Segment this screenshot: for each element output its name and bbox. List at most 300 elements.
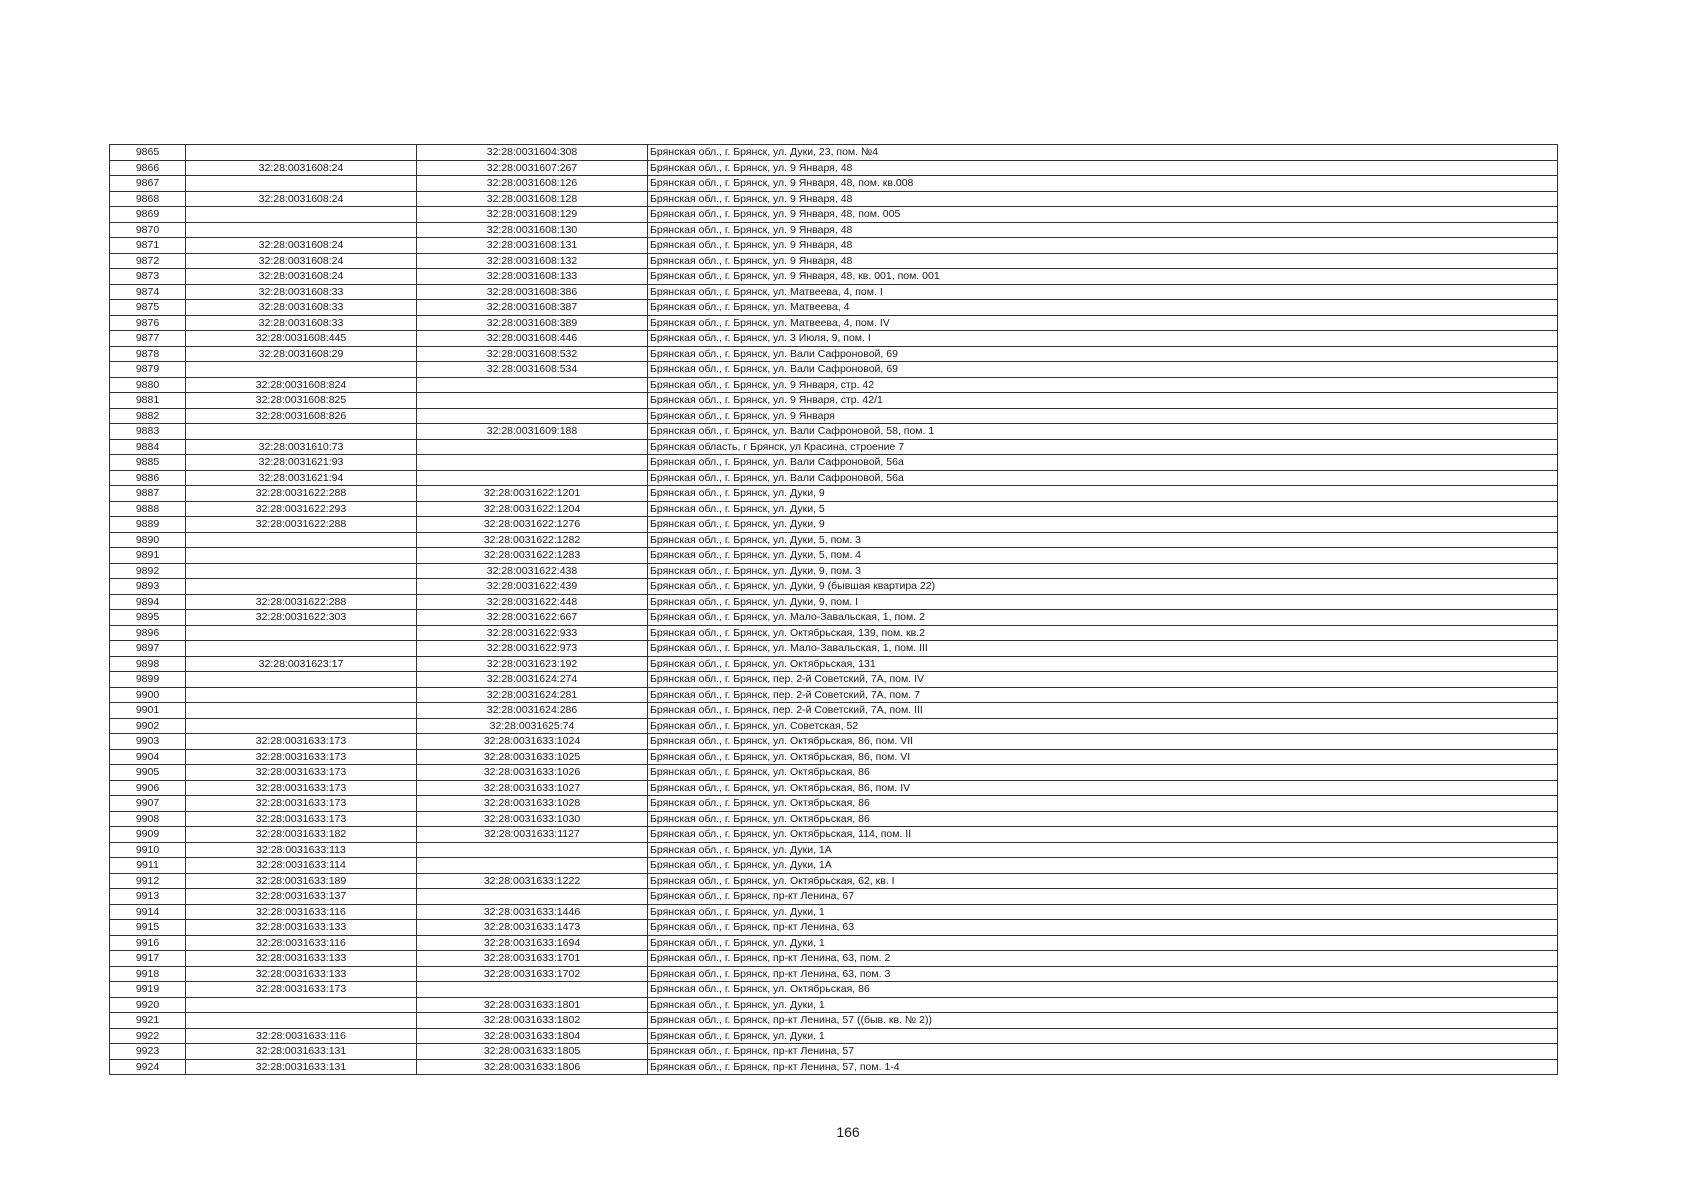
table-row bbox=[110, 222, 1558, 238]
cadastral-number-cell bbox=[417, 470, 648, 486]
row-number-cell: 9893 bbox=[110, 579, 186, 595]
address-cell: Брянская обл., г. Брянск, ул. 9 Января, 48, кв. 001, пом. 001 bbox=[648, 269, 1558, 285]
table-row bbox=[110, 532, 1558, 548]
address-cell: Брянская обл., г. Брянск, ул. Октябрьская, 139, пом. кв.2 bbox=[648, 625, 1558, 641]
row-number-cell: 9869 bbox=[110, 207, 186, 223]
cadastral-number-cell bbox=[417, 393, 648, 409]
table-row bbox=[110, 718, 1558, 734]
parent-cadastral-number-cell: 32:28:0031608:445 bbox=[186, 331, 417, 347]
row-number-cell: 9910 bbox=[110, 842, 186, 858]
parent-cadastral-number-cell: 32:28:0031608:24 bbox=[186, 191, 417, 207]
address-cell: Брянская обл., г. Брянск, ул. Советская, 52 bbox=[648, 718, 1558, 734]
cadastral-number-cell: 32:28:0031633:1806 bbox=[417, 1059, 648, 1075]
cadastral-number-cell: 32:28:0031622:439 bbox=[417, 579, 648, 595]
row-number-cell: 9906 bbox=[110, 780, 186, 796]
parent-cadastral-number-cell: 32:28:0031608:33 bbox=[186, 284, 417, 300]
parent-cadastral-number-cell: 32:28:0031621:94 bbox=[186, 470, 417, 486]
cadastral-number-cell: 32:28:0031633:1702 bbox=[417, 966, 648, 982]
page-number: 166 bbox=[836, 1124, 860, 1140]
cadastral-number-cell: 32:28:0031608:389 bbox=[417, 315, 648, 331]
address-cell: Брянская обл., г. Брянск, ул. Дуки, 9 bbox=[648, 486, 1558, 502]
address-cell: Брянская обл., г. Брянск, пр-кт Ленина, 63, пом. 3 bbox=[648, 966, 1558, 982]
row-number-cell: 9868 bbox=[110, 191, 186, 207]
table-row bbox=[110, 1044, 1558, 1060]
row-number-cell: 9875 bbox=[110, 300, 186, 316]
table-row bbox=[110, 207, 1558, 223]
address-cell: Брянская обл., г. Брянск, ул. Дуки, 9 (бывшая квартира 22) bbox=[648, 579, 1558, 595]
parent-cadastral-number-cell: 32:28:0031633:113 bbox=[186, 842, 417, 858]
address-cell: Брянская обл., г. Брянск, ул. Дуки, 5, пом. 3 bbox=[648, 532, 1558, 548]
address-cell: Брянская обл., г. Брянск, ул. Дуки, 5, пом. 4 bbox=[648, 548, 1558, 564]
table-row bbox=[110, 346, 1558, 362]
row-number-cell: 9919 bbox=[110, 982, 186, 998]
row-number-cell: 9878 bbox=[110, 346, 186, 362]
address-cell: Брянская обл., г. Брянск, ул. Дуки, 9, пом. 3 bbox=[648, 563, 1558, 579]
address-cell: Брянская обл., г. Брянск, ул. 9 Января, 48 bbox=[648, 160, 1558, 176]
address-cell: Брянская обл., г. Брянск, ул. Октябрьская, 86, пом. IV bbox=[648, 780, 1558, 796]
parent-cadastral-number-cell bbox=[186, 176, 417, 192]
parent-cadastral-number-cell: 32:28:0031633:133 bbox=[186, 966, 417, 982]
address-cell: Брянская обл., г. Брянск, ул. Октябрьская, 86 bbox=[648, 796, 1558, 812]
address-cell: Брянская обл., г. Брянск, ул. Вали Сафроновой, 58, пом. 1 bbox=[648, 424, 1558, 440]
parent-cadastral-number-cell: 32:28:0031622:288 bbox=[186, 594, 417, 610]
address-cell: Брянская обл., г. Брянск, пр-кт Ленина, 57 ((быв. кв. № 2)) bbox=[648, 1013, 1558, 1029]
table-row bbox=[110, 315, 1558, 331]
row-number-cell: 9889 bbox=[110, 517, 186, 533]
cadastral-number-cell: 32:28:0031633:1026 bbox=[417, 765, 648, 781]
cadastral-number-cell: 32:28:0031622:1283 bbox=[417, 548, 648, 564]
table-row bbox=[110, 424, 1558, 440]
address-cell: Брянская обл., г. Брянск, ул. 9 Января, 48 bbox=[648, 253, 1558, 269]
parent-cadastral-number-cell bbox=[186, 641, 417, 657]
address-cell: Брянская обл., г. Брянск, ул. Матвеева, 4, пом. I bbox=[648, 284, 1558, 300]
address-cell: Брянская обл., г. Брянск, ул. Мало-Завальская, 1, пом. III bbox=[648, 641, 1558, 657]
table-row bbox=[110, 300, 1558, 316]
address-cell: Брянская обл., г. Брянск, ул. 9 Января, стр. 42 bbox=[648, 377, 1558, 393]
table-row bbox=[110, 362, 1558, 378]
row-number-cell: 9890 bbox=[110, 532, 186, 548]
row-number-cell: 9913 bbox=[110, 889, 186, 905]
row-number-cell: 9892 bbox=[110, 563, 186, 579]
row-number-cell: 9914 bbox=[110, 904, 186, 920]
address-cell: Брянская обл., г. Брянск, пр-кт Ленина, 57 bbox=[648, 1044, 1558, 1060]
cadastral-number-cell: 32:28:0031608:387 bbox=[417, 300, 648, 316]
parent-cadastral-number-cell: 32:28:0031633:173 bbox=[186, 982, 417, 998]
row-number-cell: 9876 bbox=[110, 315, 186, 331]
row-number-cell: 9902 bbox=[110, 718, 186, 734]
row-number-cell: 9881 bbox=[110, 393, 186, 409]
cadastral-number-cell bbox=[417, 408, 648, 424]
address-cell: Брянская обл., г. Брянск, пер. 2-й Советский, 7А, пом. III bbox=[648, 703, 1558, 719]
row-number-cell: 9918 bbox=[110, 966, 186, 982]
table-row bbox=[110, 966, 1558, 982]
address-cell: Брянская обл., г. Брянск, пр-кт Ленина, 63 bbox=[648, 920, 1558, 936]
table-row bbox=[110, 687, 1558, 703]
row-number-cell: 9899 bbox=[110, 672, 186, 688]
cadastral-number-cell: 32:28:0031607:267 bbox=[417, 160, 648, 176]
parent-cadastral-number-cell: 32:28:0031621:93 bbox=[186, 455, 417, 471]
parent-cadastral-number-cell bbox=[186, 687, 417, 703]
address-cell: Брянская обл., г. Брянск, ул. 9 Января, 48, пом. 005 bbox=[648, 207, 1558, 223]
cadastral-number-cell: 32:28:0031608:131 bbox=[417, 238, 648, 254]
table-row bbox=[110, 331, 1558, 347]
parent-cadastral-number-cell bbox=[186, 207, 417, 223]
table-row bbox=[110, 191, 1558, 207]
row-number-cell: 9879 bbox=[110, 362, 186, 378]
address-cell: Брянская обл., г. Брянск, ул. Октябрьская, 86 bbox=[648, 811, 1558, 827]
table-row bbox=[110, 873, 1558, 889]
row-number-cell: 9874 bbox=[110, 284, 186, 300]
address-cell: Брянская обл., г. Брянск, ул. 9 Января, 48 bbox=[648, 238, 1558, 254]
row-number-cell: 9865 bbox=[110, 145, 186, 161]
address-cell: Брянская обл., г. Брянск, пр-кт Ленина, 63, пом. 2 bbox=[648, 951, 1558, 967]
parent-cadastral-number-cell: 32:28:0031633:173 bbox=[186, 811, 417, 827]
parent-cadastral-number-cell: 32:28:0031608:24 bbox=[186, 269, 417, 285]
parent-cadastral-number-cell bbox=[186, 672, 417, 688]
table-row bbox=[110, 811, 1558, 827]
table-row bbox=[110, 1059, 1558, 1075]
cadastral-number-cell bbox=[417, 842, 648, 858]
table-row bbox=[110, 827, 1558, 843]
row-number-cell: 9903 bbox=[110, 734, 186, 750]
parent-cadastral-number-cell bbox=[186, 1013, 417, 1029]
parent-cadastral-number-cell bbox=[186, 997, 417, 1013]
cadastral-number-cell: 32:28:0031624:274 bbox=[417, 672, 648, 688]
address-cell: Брянская обл., г. Брянск, ул. Октябрьская, 131 bbox=[648, 656, 1558, 672]
address-cell: Брянская обл., г. Брянск, ул. Дуки, 1 bbox=[648, 935, 1558, 951]
cadastral-number-cell: 32:28:0031633:1694 bbox=[417, 935, 648, 951]
row-number-cell: 9895 bbox=[110, 610, 186, 626]
table-row bbox=[110, 780, 1558, 796]
parent-cadastral-number-cell: 32:28:0031633:133 bbox=[186, 920, 417, 936]
parent-cadastral-number-cell: 32:28:0031633:173 bbox=[186, 749, 417, 765]
table-row bbox=[110, 548, 1558, 564]
cadastral-number-cell: 32:28:0031624:281 bbox=[417, 687, 648, 703]
parent-cadastral-number-cell: 32:28:0031633:131 bbox=[186, 1059, 417, 1075]
cadastral-number-cell: 32:28:0031633:1030 bbox=[417, 811, 648, 827]
parent-cadastral-number-cell: 32:28:0031633:173 bbox=[186, 765, 417, 781]
address-cell: Брянская обл., г. Брянск, ул. Дуки, 9 bbox=[648, 517, 1558, 533]
row-number-cell: 9870 bbox=[110, 222, 186, 238]
cadastral-number-cell: 32:28:0031633:1222 bbox=[417, 873, 648, 889]
table-row bbox=[110, 160, 1558, 176]
table-row bbox=[110, 439, 1558, 455]
table-row bbox=[110, 765, 1558, 781]
address-cell: Брянская обл., г. Брянск, ул. 9 Января, стр. 42/1 bbox=[648, 393, 1558, 409]
table-row bbox=[110, 238, 1558, 254]
parent-cadastral-number-cell: 32:28:0031608:826 bbox=[186, 408, 417, 424]
parent-cadastral-number-cell: 32:28:0031608:825 bbox=[186, 393, 417, 409]
row-number-cell: 9883 bbox=[110, 424, 186, 440]
parent-cadastral-number-cell: 32:28:0031633:133 bbox=[186, 951, 417, 967]
row-number-cell: 9873 bbox=[110, 269, 186, 285]
cadastral-number-cell: 32:28:0031633:1701 bbox=[417, 951, 648, 967]
cadastral-number-cell: 32:28:0031622:933 bbox=[417, 625, 648, 641]
parent-cadastral-number-cell: 32:28:0031633:116 bbox=[186, 935, 417, 951]
parent-cadastral-number-cell: 32:28:0031622:303 bbox=[186, 610, 417, 626]
address-cell: Брянская обл., г. Брянск, ул. Мало-Завальская, 1, пом. 2 bbox=[648, 610, 1558, 626]
address-cell: Брянская обл., г. Брянск, ул. 9 Января, 48 bbox=[648, 222, 1558, 238]
parent-cadastral-number-cell: 32:28:0031608:24 bbox=[186, 253, 417, 269]
row-number-cell: 9880 bbox=[110, 377, 186, 393]
table-row bbox=[110, 734, 1558, 750]
address-cell: Брянская обл., г. Брянск, пер. 2-й Советский, 7А, пом. IV bbox=[648, 672, 1558, 688]
table-row bbox=[110, 625, 1558, 641]
parent-cadastral-number-cell: 32:28:0031622:288 bbox=[186, 486, 417, 502]
row-number-cell: 9884 bbox=[110, 439, 186, 455]
cadastral-number-cell: 32:28:0031633:1028 bbox=[417, 796, 648, 812]
cadastral-number-cell: 32:28:0031608:534 bbox=[417, 362, 648, 378]
row-number-cell: 9894 bbox=[110, 594, 186, 610]
row-number-cell: 9904 bbox=[110, 749, 186, 765]
cadastral-number-cell: 32:28:0031608:133 bbox=[417, 269, 648, 285]
table-row bbox=[110, 889, 1558, 905]
parent-cadastral-number-cell bbox=[186, 145, 417, 161]
cadastral-number-cell: 32:28:0031633:1024 bbox=[417, 734, 648, 750]
cadastral-number-cell: 32:28:0031633:1473 bbox=[417, 920, 648, 936]
address-cell: Брянская обл., г. Брянск, ул. 9 Января bbox=[648, 408, 1558, 424]
row-number-cell: 9922 bbox=[110, 1028, 186, 1044]
cadastral-number-cell: 32:28:0031622:667 bbox=[417, 610, 648, 626]
table-row bbox=[110, 997, 1558, 1013]
cadastral-number-cell: 32:28:0031604:308 bbox=[417, 145, 648, 161]
table-row bbox=[110, 951, 1558, 967]
address-cell: Брянская обл., г. Брянск, ул. Матвеева, 4, пом. IV bbox=[648, 315, 1558, 331]
table-row bbox=[110, 703, 1558, 719]
parent-cadastral-number-cell: 32:28:0031633:114 bbox=[186, 858, 417, 874]
cadastral-number-cell: 32:28:0031633:1446 bbox=[417, 904, 648, 920]
table-row bbox=[110, 408, 1558, 424]
property-table-body bbox=[110, 145, 1558, 1075]
table-row bbox=[110, 594, 1558, 610]
cadastral-number-cell: 32:28:0031609:188 bbox=[417, 424, 648, 440]
address-cell: Брянская обл., г. Брянск, ул. Вали Сафроновой, 69 bbox=[648, 346, 1558, 362]
cadastral-number-cell: 32:28:0031633:1804 bbox=[417, 1028, 648, 1044]
address-cell: Брянская обл., г. Брянск, ул. Вали Сафроновой, 56а bbox=[648, 455, 1558, 471]
row-number-cell: 9924 bbox=[110, 1059, 186, 1075]
row-number-cell: 9908 bbox=[110, 811, 186, 827]
table-row bbox=[110, 858, 1558, 874]
row-number-cell: 9900 bbox=[110, 687, 186, 703]
address-cell: Брянская обл., г. Брянск, ул. Вали Сафроновой, 69 bbox=[648, 362, 1558, 378]
table-row bbox=[110, 610, 1558, 626]
table-row bbox=[110, 641, 1558, 657]
parent-cadastral-number-cell bbox=[186, 532, 417, 548]
row-number-cell: 9877 bbox=[110, 331, 186, 347]
cadastral-number-cell bbox=[417, 439, 648, 455]
address-cell: Брянская обл., г. Брянск, ул. Октябрьская, 114, пом. II bbox=[648, 827, 1558, 843]
table-row bbox=[110, 920, 1558, 936]
parent-cadastral-number-cell: 32:28:0031608:24 bbox=[186, 238, 417, 254]
parent-cadastral-number-cell bbox=[186, 362, 417, 378]
row-number-cell: 9912 bbox=[110, 873, 186, 889]
address-cell: Брянская область, г Брянск, ул Красина, строение 7 bbox=[648, 439, 1558, 455]
address-cell: Брянская обл., г. Брянск, ул. Дуки, 9, пом. I bbox=[648, 594, 1558, 610]
property-table bbox=[109, 144, 1558, 1075]
address-cell: Брянская обл., г. Брянск, ул. Октябрьская, 86 bbox=[648, 982, 1558, 998]
cadastral-number-cell: 32:28:0031608:130 bbox=[417, 222, 648, 238]
table-row bbox=[110, 656, 1558, 672]
row-number-cell: 9871 bbox=[110, 238, 186, 254]
cadastral-number-cell bbox=[417, 455, 648, 471]
table-row bbox=[110, 904, 1558, 920]
parent-cadastral-number-cell: 32:28:0031633:116 bbox=[186, 904, 417, 920]
parent-cadastral-number-cell bbox=[186, 718, 417, 734]
address-cell: Брянская обл., г. Брянск, ул. Дуки, 1 bbox=[648, 997, 1558, 1013]
table-row bbox=[110, 935, 1558, 951]
address-cell: Брянская обл., г. Брянск, ул. Дуки, 1А bbox=[648, 858, 1558, 874]
table-row bbox=[110, 1013, 1558, 1029]
row-number-cell: 9887 bbox=[110, 486, 186, 502]
address-cell: Брянская обл., г. Брянск, ул. Дуки, 1 bbox=[648, 904, 1558, 920]
row-number-cell: 9867 bbox=[110, 176, 186, 192]
cadastral-number-cell: 32:28:0031633:1802 bbox=[417, 1013, 648, 1029]
table-row bbox=[110, 176, 1558, 192]
address-cell: Брянская обл., г. Брянск, ул. Дуки, 1А bbox=[648, 842, 1558, 858]
row-number-cell: 9921 bbox=[110, 1013, 186, 1029]
row-number-cell: 9891 bbox=[110, 548, 186, 564]
row-number-cell: 9920 bbox=[110, 997, 186, 1013]
cadastral-number-cell: 32:28:0031622:973 bbox=[417, 641, 648, 657]
parent-cadastral-number-cell bbox=[186, 625, 417, 641]
parent-cadastral-number-cell bbox=[186, 424, 417, 440]
cadastral-number-cell: 32:28:0031622:438 bbox=[417, 563, 648, 579]
row-number-cell: 9888 bbox=[110, 501, 186, 517]
parent-cadastral-number-cell: 32:28:0031633:116 bbox=[186, 1028, 417, 1044]
address-cell: Брянская обл., г. Брянск, ул. Октябрьская, 86, пом. VI bbox=[648, 749, 1558, 765]
address-cell: Брянская обл., г. Брянск, ул. 3 Июля, 9, пом. I bbox=[648, 331, 1558, 347]
parent-cadastral-number-cell: 32:28:0031633:131 bbox=[186, 1044, 417, 1060]
table-row bbox=[110, 470, 1558, 486]
cadastral-number-cell: 32:28:0031623:192 bbox=[417, 656, 648, 672]
parent-cadastral-number-cell: 32:28:0031633:173 bbox=[186, 780, 417, 796]
parent-cadastral-number-cell: 32:28:0031608:24 bbox=[186, 160, 417, 176]
parent-cadastral-number-cell: 32:28:0031633:182 bbox=[186, 827, 417, 843]
table-row bbox=[110, 796, 1558, 812]
address-cell: Брянская обл., г. Брянск, ул. 9 Января, 48, пом. кв.008 bbox=[648, 176, 1558, 192]
table-row bbox=[110, 393, 1558, 409]
parent-cadastral-number-cell bbox=[186, 222, 417, 238]
parent-cadastral-number-cell bbox=[186, 563, 417, 579]
table-row bbox=[110, 145, 1558, 161]
parent-cadastral-number-cell: 32:28:0031633:173 bbox=[186, 734, 417, 750]
table-row bbox=[110, 269, 1558, 285]
cadastral-number-cell bbox=[417, 377, 648, 393]
table-row bbox=[110, 284, 1558, 300]
parent-cadastral-number-cell bbox=[186, 548, 417, 564]
cadastral-number-cell: 32:28:0031633:1127 bbox=[417, 827, 648, 843]
parent-cadastral-number-cell: 32:28:0031622:288 bbox=[186, 517, 417, 533]
parent-cadastral-number-cell: 32:28:0031622:293 bbox=[186, 501, 417, 517]
table-row bbox=[110, 1028, 1558, 1044]
parent-cadastral-number-cell: 32:28:0031633:173 bbox=[186, 796, 417, 812]
cadastral-number-cell: 32:28:0031633:1805 bbox=[417, 1044, 648, 1060]
table-row bbox=[110, 842, 1558, 858]
cadastral-number-cell: 32:28:0031608:132 bbox=[417, 253, 648, 269]
cadastral-number-cell: 32:28:0031608:446 bbox=[417, 331, 648, 347]
parent-cadastral-number-cell: 32:28:0031633:137 bbox=[186, 889, 417, 905]
table-row bbox=[110, 982, 1558, 998]
row-number-cell: 9917 bbox=[110, 951, 186, 967]
parent-cadastral-number-cell: 32:28:0031610:73 bbox=[186, 439, 417, 455]
row-number-cell: 9886 bbox=[110, 470, 186, 486]
cadastral-number-cell bbox=[417, 858, 648, 874]
parent-cadastral-number-cell bbox=[186, 579, 417, 595]
row-number-cell: 9882 bbox=[110, 408, 186, 424]
row-number-cell: 9905 bbox=[110, 765, 186, 781]
address-cell: Брянская обл., г. Брянск, ул. Октябрьская, 86, пом. VII bbox=[648, 734, 1558, 750]
address-cell: Брянская обл., г. Брянск, пер. 2-й Советский, 7А, пом. 7 bbox=[648, 687, 1558, 703]
address-cell: Брянская обл., г. Брянск, пр-кт Ленина, 67 bbox=[648, 889, 1558, 905]
row-number-cell: 9915 bbox=[110, 920, 186, 936]
row-number-cell: 9897 bbox=[110, 641, 186, 657]
table-row bbox=[110, 579, 1558, 595]
table-row bbox=[110, 517, 1558, 533]
address-cell: Брянская обл., г. Брянск, ул. Матвеева, 4 bbox=[648, 300, 1558, 316]
table-row bbox=[110, 749, 1558, 765]
table-row bbox=[110, 563, 1558, 579]
cadastral-number-cell: 32:28:0031622:1201 bbox=[417, 486, 648, 502]
row-number-cell: 9916 bbox=[110, 935, 186, 951]
address-cell: Брянская обл., г. Брянск, ул. Октябрьская, 62, кв. I bbox=[648, 873, 1558, 889]
row-number-cell: 9872 bbox=[110, 253, 186, 269]
cadastral-number-cell: 32:28:0031608:386 bbox=[417, 284, 648, 300]
table-row bbox=[110, 377, 1558, 393]
cadastral-number-cell: 32:28:0031624:286 bbox=[417, 703, 648, 719]
row-number-cell: 9901 bbox=[110, 703, 186, 719]
cadastral-number-cell: 32:28:0031633:1801 bbox=[417, 997, 648, 1013]
parent-cadastral-number-cell: 32:28:0031608:29 bbox=[186, 346, 417, 362]
cadastral-number-cell bbox=[417, 982, 648, 998]
parent-cadastral-number-cell: 32:28:0031608:33 bbox=[186, 315, 417, 331]
cadastral-number-cell: 32:28:0031622:1276 bbox=[417, 517, 648, 533]
cadastral-number-cell: 32:28:0031608:129 bbox=[417, 207, 648, 223]
address-cell: Брянская обл., г. Брянск, ул. 9 Января, 48 bbox=[648, 191, 1558, 207]
cadastral-number-cell: 32:28:0031608:532 bbox=[417, 346, 648, 362]
row-number-cell: 9898 bbox=[110, 656, 186, 672]
table-row bbox=[110, 253, 1558, 269]
parent-cadastral-number-cell: 32:28:0031633:189 bbox=[186, 873, 417, 889]
row-number-cell: 9923 bbox=[110, 1044, 186, 1060]
parent-cadastral-number-cell: 32:28:0031608:33 bbox=[186, 300, 417, 316]
table-row bbox=[110, 486, 1558, 502]
cadastral-number-cell: 32:28:0031625:74 bbox=[417, 718, 648, 734]
address-cell: Брянская обл., г. Брянск, пр-кт Ленина, 57, пом. 1-4 bbox=[648, 1059, 1558, 1075]
address-cell: Брянская обл., г. Брянск, ул. Дуки, 1 bbox=[648, 1028, 1558, 1044]
row-number-cell: 9911 bbox=[110, 858, 186, 874]
cadastral-number-cell: 32:28:0031608:128 bbox=[417, 191, 648, 207]
parent-cadastral-number-cell: 32:28:0031623:17 bbox=[186, 656, 417, 672]
table-row bbox=[110, 672, 1558, 688]
address-cell: Брянская обл., г. Брянск, ул. Вали Сафроновой, 56а bbox=[648, 470, 1558, 486]
address-cell: Брянская обл., г. Брянск, ул. Дуки, 5 bbox=[648, 501, 1558, 517]
row-number-cell: 9909 bbox=[110, 827, 186, 843]
address-cell: Брянская обл., г. Брянск, ул. Октябрьская, 86 bbox=[648, 765, 1558, 781]
cadastral-number-cell: 32:28:0031608:126 bbox=[417, 176, 648, 192]
row-number-cell: 9896 bbox=[110, 625, 186, 641]
cadastral-number-cell: 32:28:0031633:1025 bbox=[417, 749, 648, 765]
cadastral-number-cell: 32:28:0031622:448 bbox=[417, 594, 648, 610]
address-cell: Брянская обл., г. Брянск, ул. Дуки, 23, пом. №4 bbox=[648, 145, 1558, 161]
parent-cadastral-number-cell bbox=[186, 703, 417, 719]
cadastral-number-cell bbox=[417, 889, 648, 905]
parent-cadastral-number-cell: 32:28:0031608:824 bbox=[186, 377, 417, 393]
table-row bbox=[110, 501, 1558, 517]
table-row bbox=[110, 455, 1558, 471]
cadastral-number-cell: 32:28:0031622:1282 bbox=[417, 532, 648, 548]
cadastral-number-cell: 32:28:0031633:1027 bbox=[417, 780, 648, 796]
cadastral-number-cell: 32:28:0031622:1204 bbox=[417, 501, 648, 517]
